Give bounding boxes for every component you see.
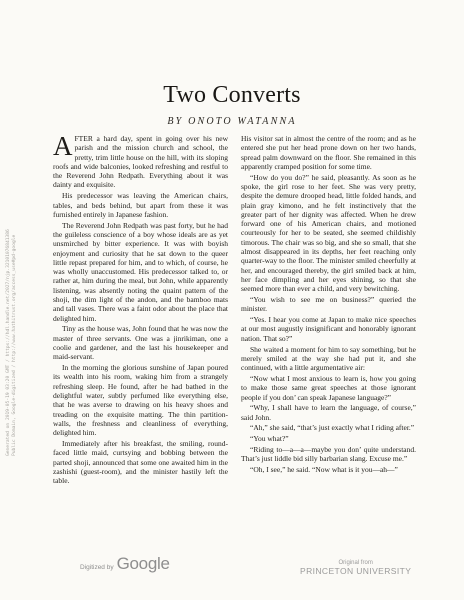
paragraph: His visitor sat in almost the centre of the room; and as he entered she put her head prone down on her two hands, spread palm downward on the floor. She remained in this apparently cramped position for some time.: [241, 134, 416, 171]
original-from-label: Original from: [338, 560, 373, 566]
margin-note-line: Generated on 2019-05-19 03:20 GMT / https://hdl.handle.net/2027/njp.32101076841386: [6, 229, 11, 456]
paragraph: “You what?”: [250, 434, 289, 444]
paragraph: The Reverend John Redpath was past forty, but he had the guileless conscience of a boy whose ideals are as yet unsmirched by bitter experience. It was with boyish enjoyment and curiosity that he sat down to the queer little repast prepared for him, and to which, of course, he was wholly unaccustomed. His predecessor talked to, or rather at, him during the meal, but John, while apparently listening, was absently noting the quaint pattern of the shoji, the dim light of the andon, and the bamboo mats and tall vases. There was a faint odor about the place that delighted him.: [53, 220, 228, 323]
paragraph: Immediately after his breakfast, the smiling, round-faced little maid, curtsying and bobbing between the parted shoji, announced that some one awaited him in the zashishi (guest-room), and the minister hastily left the table.: [53, 439, 228, 486]
margin-note-line: Public Domain, Google-digitized / http://www.hathitrust.org/access_use#pd-google: [12, 234, 17, 456]
paragraph: “How do you do?” he said, pleasantly. As soon as he spoke, the girl rose to her feet. She was very pretty, despite the demure drooped head, little folded hands, and plain gray kimono, and he felt instinctively that the greater part of her dignity was affected. When he drew forward one of his American chairs, and motioned courteously for her to be seated, she seemed childishly timorous. The chair was so big, and she so small, that she almost disappeared in its depths, her feet reaching only quarter-way to the floor. The minister smiled cheerfully at her, and encouraged thereby, the girl smiled back at him, her face dimpling and her eyes shining, so that she seemed more than ever a child, and very bewitching.: [241, 172, 416, 294]
digitized-by-label: Digitized by: [80, 564, 114, 571]
paragraph: “Yes. I hear you come at Japan to make nice speeches at our most augustly insignificant and honorably ignorant nation. That so?”: [241, 315, 416, 343]
right-column: [241, 134, 416, 476]
paragraph: Tiny as the house was, John found that he was now the master of three servants. One was a jinrikiman, one a coolie and gardener, and the last his housekeeper and maid-servant.: [53, 324, 228, 362]
paragraph: In the morning the glorious sunshine of Japan poured its wealth into his room, waking him from a strangely refreshing sleep. He found, after he had bathed in the delightful water, subtly perfumed like everything else, that he was averse to drawing on his heavy shoes and treading on the exquisite matting. The thin partition-walls, the freshness and cleanliness of everything, delighted him.: [53, 363, 228, 438]
princeton-university-label: PRINCETON UNIVERSITY: [300, 566, 412, 576]
paragraph: “Why, I shall have to learn the language, of course,” said John.: [241, 403, 416, 422]
google-logo: Google: [116, 554, 170, 573]
hathitrust-margin-note: [6, 136, 18, 456]
article-title: Two Converts: [163, 82, 301, 108]
paragraph: [53, 131, 228, 190]
article-byline: BY ONOTO WATANNA: [167, 116, 297, 127]
drop-cap: A: [53, 131, 73, 161]
digitized-by-google: [80, 554, 170, 574]
paragraph: His predecessor was leaving the American chairs, tables, and beds behind, but apart from these it was furnished entirely in Japanese fashion.: [53, 191, 228, 219]
original-from: [300, 560, 411, 576]
paragraph: “Riding to—a—a—maybe you don’ quite understand. That’s just liddle bid silly barbarian slang. Excuse me.”: [241, 445, 416, 464]
paragraph: “Now what I most anxious to learn is, how you going to make those same great speeches at those ignorant people if you don’ can speak Japanese language?”: [241, 373, 416, 402]
paragraph: “Oh, I see,” he said. “Now what is it you—ah—”: [250, 465, 398, 475]
paragraph-text: FTER a hard day, spent in going over his new parish and the mission church and school, the pretty, trim little house on the hill, with its sloping roofs and wide balconies, looked refreshing and restful to the Reverend John Redpath. Everything about it was dainty and exquisite.: [53, 134, 228, 190]
paragraph: She waited a moment for him to say something, but he merely smiled at the way she had put it, and she continued, with a little argumentative air:: [241, 344, 416, 373]
paragraph: “Ah,” she said, “that’s just exactly what I riding after.”: [250, 423, 415, 433]
paragraph: “You wish to see me on business?” queried the minister.: [241, 295, 416, 314]
left-column: [53, 131, 228, 487]
